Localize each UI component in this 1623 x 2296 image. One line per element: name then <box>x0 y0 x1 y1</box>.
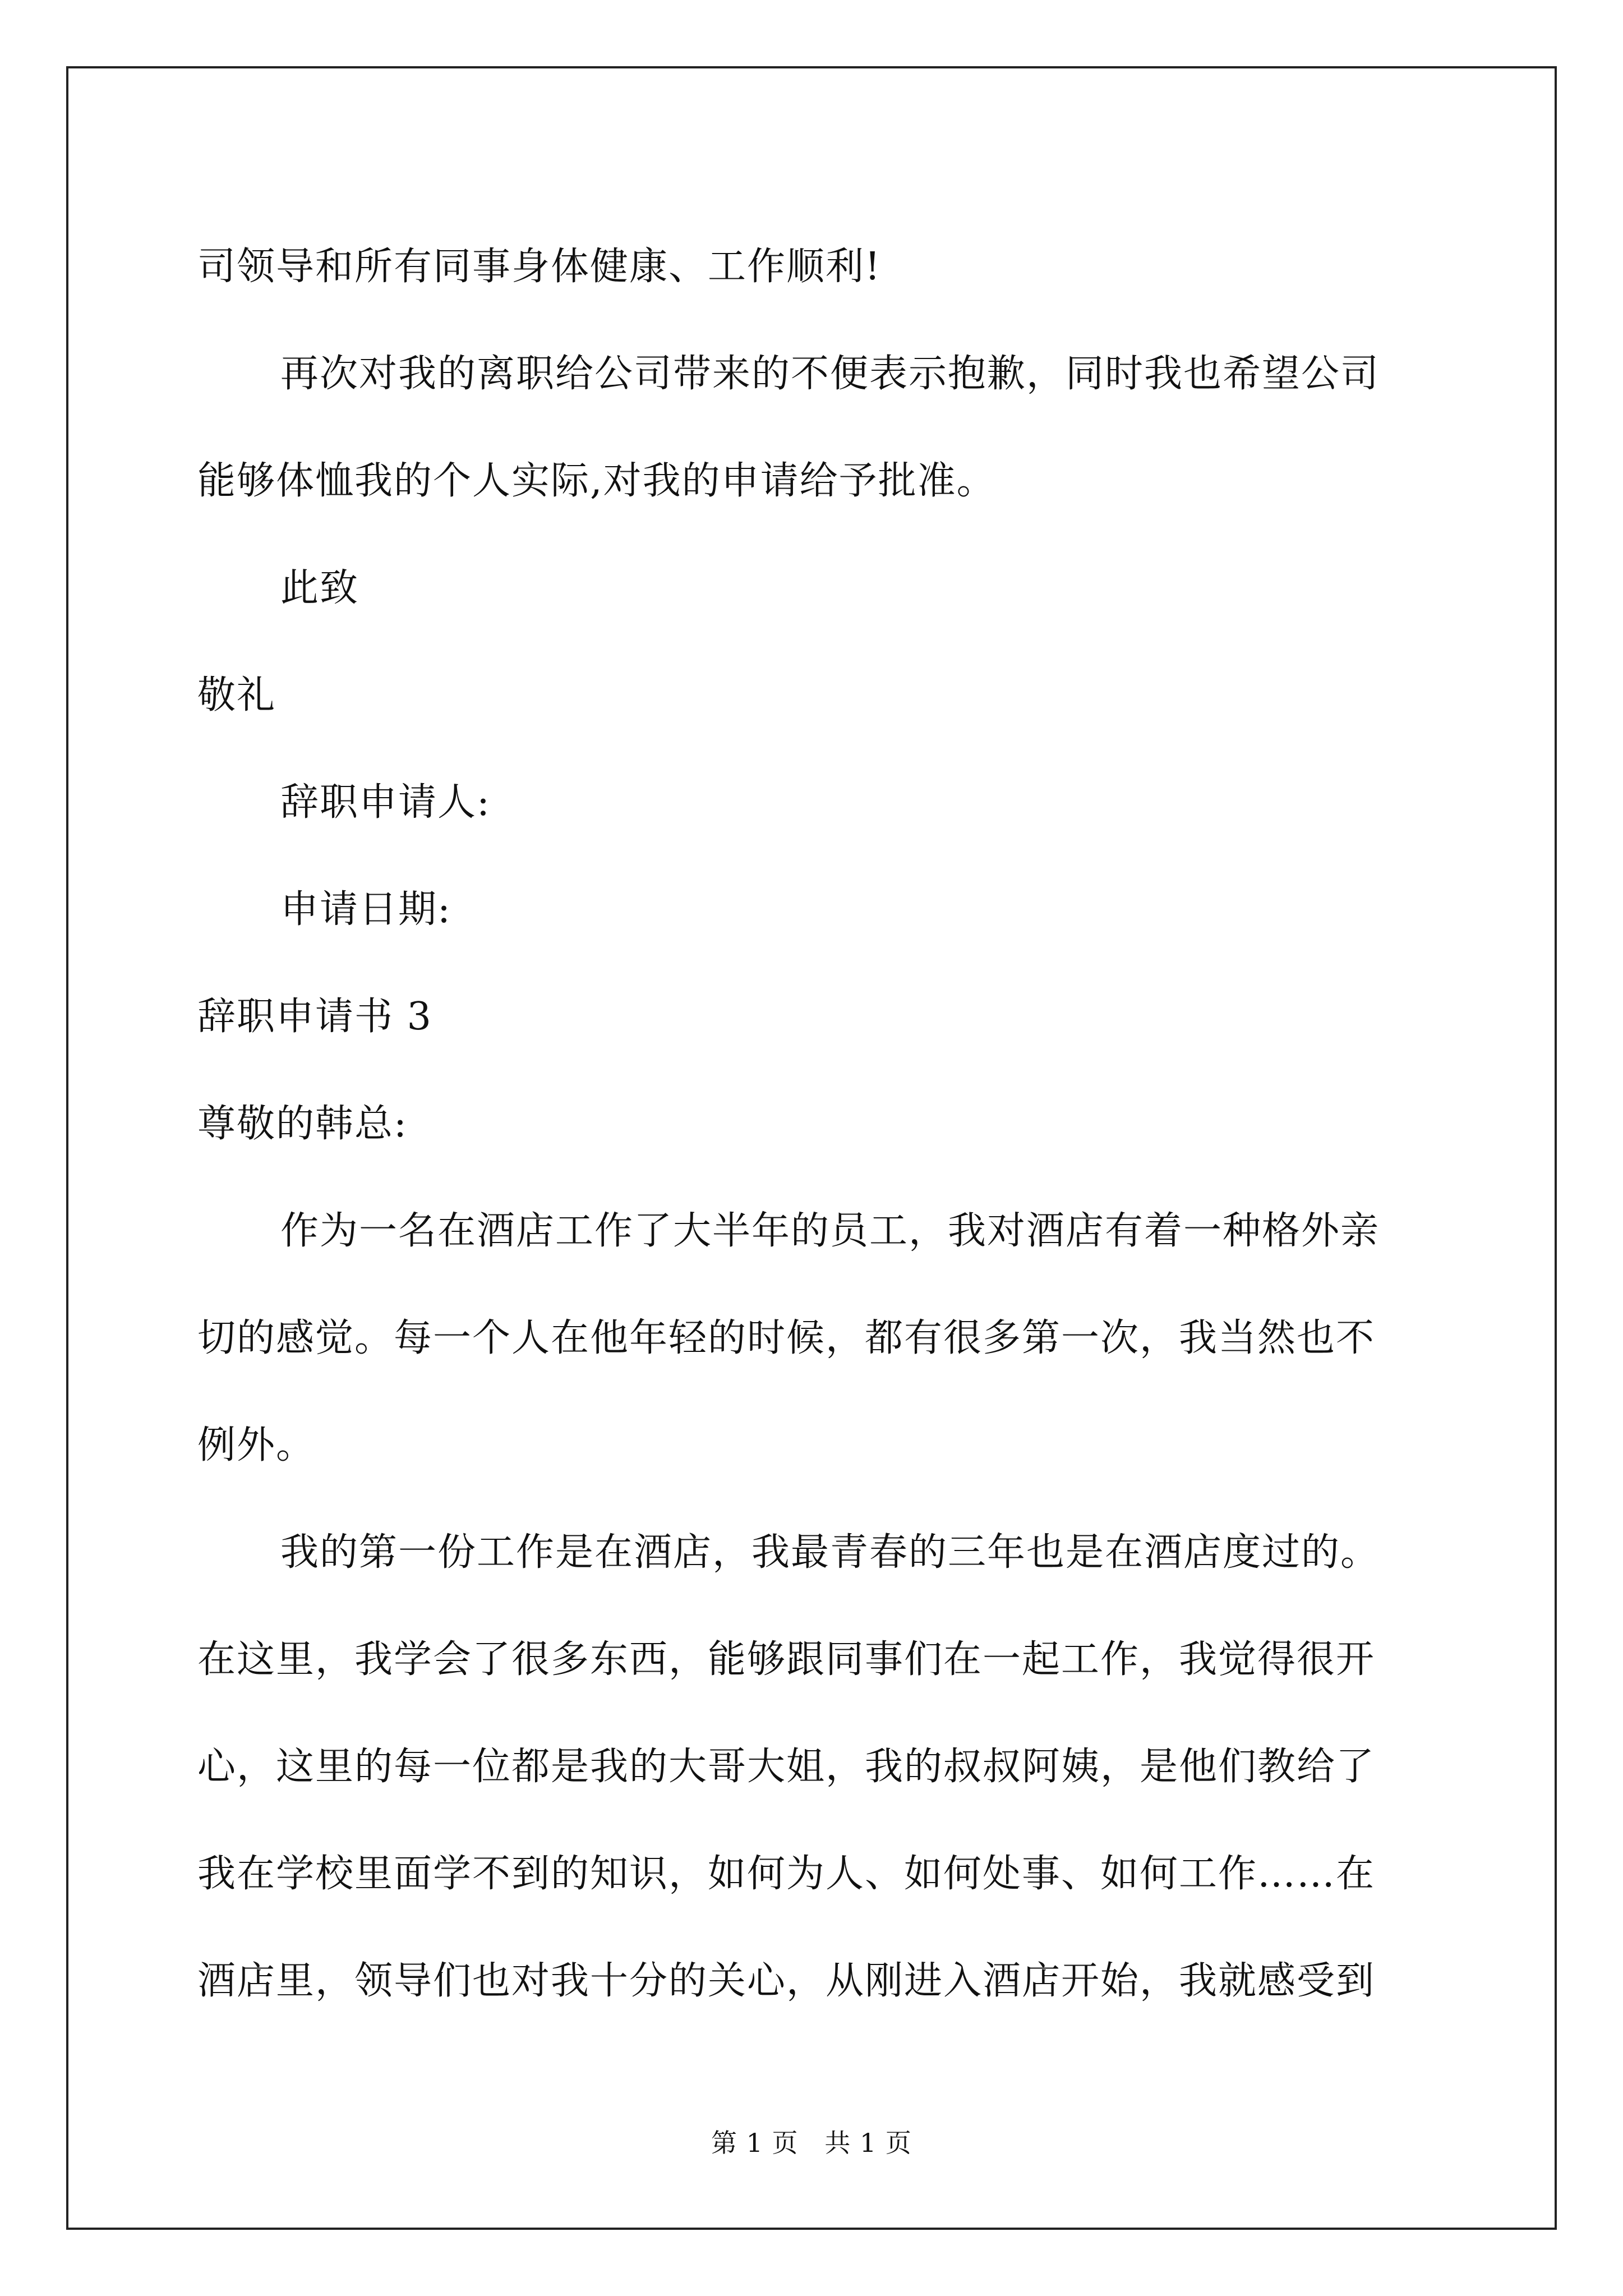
text-line-10: 作为一名在酒店工作了大半年的员工，我对酒店有着一种格外亲 <box>280 1209 1380 1253</box>
document-body <box>197 213 1431 2035</box>
section-title: 辞职申请书 3 <box>197 995 432 1039</box>
closing-regards: 敬礼 <box>197 673 276 717</box>
page-footer: 第 1 页 共 1 页 <box>711 2128 912 2158</box>
text-line-11: 切的感觉。每一个人在他年轻的时候，都有很多第一次，我当然也不 <box>197 1316 1376 1360</box>
applicant-label: 辞职申请人: <box>280 780 491 825</box>
text-line-3: 能够体恤我的个人实际,对我的申请给予批准。 <box>197 459 996 503</box>
text-line-13: 我的第一份工作是在酒店，我最青春的三年也是在酒店度过的。 <box>280 1530 1380 1575</box>
text-line-15: 心，这里的每一位都是我的大哥大姐，我的叔叔阿姨，是他们教给了 <box>197 1745 1376 1789</box>
text-line-16: 我在学校里面学不到的知识，如何为人、如何处事、如何工作……在 <box>197 1852 1376 1896</box>
text-line-2: 再次对我的离职给公司带来的不便表示抱歉，同时我也希望公司 <box>280 352 1380 396</box>
closing-salutation: 此致 <box>280 566 359 610</box>
text-line-14: 在这里，我学会了很多东西，能够跟同事们在一起工作，我觉得很开 <box>197 1637 1376 1682</box>
letter-greeting: 尊敬的韩总: <box>197 1102 408 1146</box>
text-line-12: 例外。 <box>197 1423 316 1467</box>
text-line-1: 司领导和所有同事身体健康、工作顺利! <box>197 245 882 289</box>
date-label: 申请日期: <box>280 887 451 932</box>
text-line-17: 酒店里，领导们也对我十分的关心，从刚进入酒店开始，我就感受到 <box>197 1959 1376 2003</box>
